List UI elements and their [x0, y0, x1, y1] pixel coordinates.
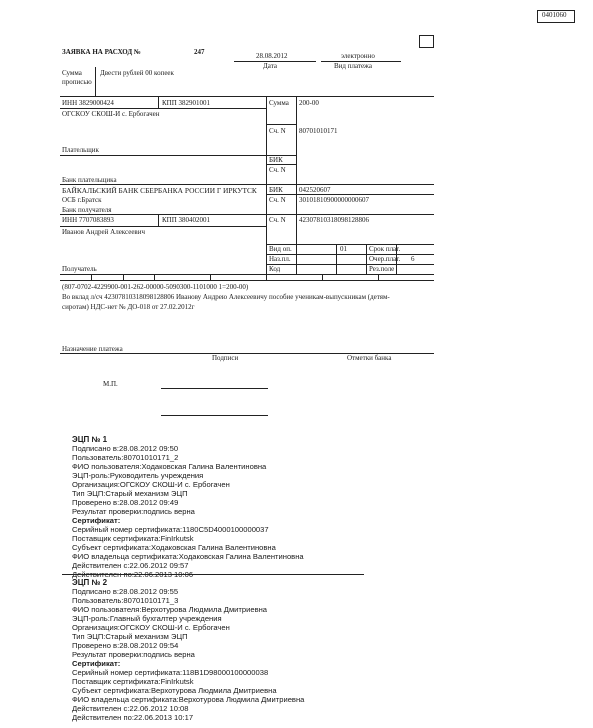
- eds-title: ЭЦП № 2: [72, 578, 108, 587]
- document-title: ЗАЯВКА НА РАСХОД №: [62, 48, 141, 56]
- payment-type-label: Вид платежа: [334, 62, 373, 70]
- stamp-place: М.П.: [103, 380, 118, 388]
- eds-result: Результат проверки:подпись верна: [72, 507, 195, 516]
- eds-fio: ФИО пользователя:Ходаковская Галина Валентиновна: [72, 462, 267, 471]
- eds-title: ЭЦП № 1: [72, 435, 108, 444]
- payer-inn: ИНН 3829000424: [62, 99, 114, 107]
- recipient-acct: 42307810318098128806: [299, 216, 369, 224]
- eds-org: Организация:ОГСКОУ СКОШ-И с. Ербогачен: [72, 480, 230, 489]
- stamp-box: [419, 35, 434, 48]
- eds-owner: ФИО владельца сертификата:Верхотурова Людмила Дмитриевна: [72, 695, 305, 704]
- eds-cert-label: Сертификат:: [72, 516, 121, 525]
- amount-label: Сумма: [269, 99, 289, 107]
- recipient-kpp: КПП 380402001: [162, 216, 211, 224]
- ocher-plat-value: 6: [411, 255, 415, 263]
- payer-bank-bik-label: БИК: [269, 156, 283, 164]
- eds-cert-label: Сертификат:: [72, 659, 121, 668]
- eds-valid-from: Действителен с:22.06.2012 10:08: [72, 704, 189, 713]
- eds-valid-from: Действителен с:22.06.2012 09:57: [72, 561, 189, 570]
- payer-account-label: Сч. N: [269, 127, 286, 135]
- recipient-bank-acct-label: Сч. N: [269, 196, 286, 204]
- date-label: Дата: [263, 62, 277, 70]
- bank-marks-label: Отметки банка: [347, 354, 392, 362]
- purpose-line-1: (807-0702-4229900-001-262-00000-5090300-1101000 1=200-00): [62, 283, 249, 291]
- payment-type: электронно: [341, 52, 375, 60]
- recipient-bank-bik-label: БИК: [269, 186, 283, 194]
- payer-label: Плательщик: [62, 146, 99, 154]
- kod-label: Код: [269, 265, 281, 273]
- payer-bank-acct-label: Сч. N: [269, 166, 286, 174]
- eds-owner: ФИО владельца сертификата:Ходаковская Галина Валентиновна: [72, 552, 304, 561]
- eds-signed: Подписано в:28.08.2012 09:50: [72, 444, 179, 453]
- amount-value: 200-00: [299, 99, 319, 107]
- amount-words-label: Сумма прописью: [62, 69, 92, 86]
- eds-result: Результат проверки:подпись верна: [72, 650, 195, 659]
- eds-role: ЭЦП-роль:Руководитель учреждения: [72, 471, 204, 480]
- vid-op-label: Вид оп.: [269, 245, 292, 253]
- eds-org: Организация:ОГСКОУ СКОШ-И с. Ербогачен: [72, 623, 230, 632]
- purpose-label: Назначение платежа: [62, 345, 123, 353]
- eds-subject: Субъект сертификата:Ходаковская Галина Валентиновна: [72, 543, 276, 552]
- eds-block-1: [72, 435, 304, 579]
- form-code: 0401060: [542, 11, 567, 19]
- naz-pl-label: Наз.пл.: [269, 255, 291, 263]
- purpose-line-3: сиротам) НДС-нет № ДО-018 от 27.02.2012г: [62, 303, 195, 311]
- eds-signed: Подписано в:28.08.2012 09:55: [72, 587, 179, 596]
- recipient-bank-label: Банк получателя: [62, 206, 112, 214]
- eds-user: Пользователь:80701010171_2: [72, 453, 179, 462]
- recipient-acct-label: Сч. N: [269, 216, 286, 224]
- recipient-label: Получатель: [62, 265, 97, 273]
- recipient-bank-bik: 042520607: [299, 186, 331, 194]
- recipient-inn: ИНН 7707083893: [62, 216, 114, 224]
- payer-bank-label: Банк плательщика: [62, 176, 117, 184]
- eds-checked: Проверено в:28.08.2012 09:54: [72, 641, 179, 650]
- eds-user: Пользователь:80701010171_3: [72, 596, 179, 605]
- eds-block-2: [72, 578, 304, 722]
- eds-subject: Субъект сертификата:Верхотурова Людмила Дмитриевна: [72, 686, 277, 695]
- eds-valid-to: Действителен по:22.06.2013 10:17: [72, 713, 194, 722]
- eds-supplier: Поставщик сертификата:FinIrkutsk: [72, 534, 194, 543]
- ocher-plat-label: Очер.плат.: [369, 255, 401, 263]
- eds-serial: Серийный номер сертификата:1180C5D4000100000037: [72, 525, 269, 534]
- purpose-line-2: Во вклад л/сч 42307810318098128806 Иванову Андрею Алексеевичу пособие ученикам-выпускникам (детям-: [62, 293, 390, 301]
- payer-name: ОГСКОУ СКОШ-И с. Ербогачен: [62, 110, 160, 118]
- recipient-bank-acct: 30101810900000000607: [299, 196, 369, 204]
- payer-account-value: 80701010171: [299, 127, 338, 135]
- payer-kpp: КПП 382901001: [162, 99, 211, 107]
- eds-type: Тип ЭЦП:Старый механизм ЭЦП: [72, 632, 188, 641]
- eds-fio: ФИО пользователя:Верхотурова Людмила Дмитриевна: [72, 605, 268, 614]
- amount-words-value: Двести рублей 00 копеек: [100, 69, 174, 77]
- eds-serial: Серийный номер сертификата:118B1D98000100000038: [72, 668, 269, 677]
- eds-checked: Проверено в:28.08.2012 09:49: [72, 498, 179, 507]
- rez-pole-label: Рез.поле: [369, 265, 395, 273]
- document-date: 28.08.2012: [256, 52, 288, 60]
- eds-type: Тип ЭЦП:Старый механизм ЭЦП: [72, 489, 188, 498]
- document-number: 247: [194, 48, 205, 56]
- eds-valid-to: Действителен по:22.06.2013 10:06: [72, 570, 194, 579]
- signature-line-1: [161, 388, 268, 389]
- vid-op-value: 01: [340, 245, 347, 253]
- recipient-bank-name: ОСБ г.Братск: [62, 196, 102, 204]
- signature-line-2: [161, 415, 268, 416]
- payer-bank-name: БАЙКАЛЬСКИЙ БАНК СБЕРБАНКА РОССИИ Г ИРКУТСК: [62, 186, 257, 195]
- eds-supplier: Поставщик сертификата:FinIrkutsk: [72, 677, 194, 686]
- recipient-name: Иванов Андрей Алексеевич: [62, 228, 146, 236]
- eds-role: ЭЦП-роль:Главный бухгалтер учреждения: [72, 614, 222, 623]
- srok-plat-label: Срок плат.: [369, 245, 401, 253]
- signatures-label: Подписи: [212, 354, 239, 362]
